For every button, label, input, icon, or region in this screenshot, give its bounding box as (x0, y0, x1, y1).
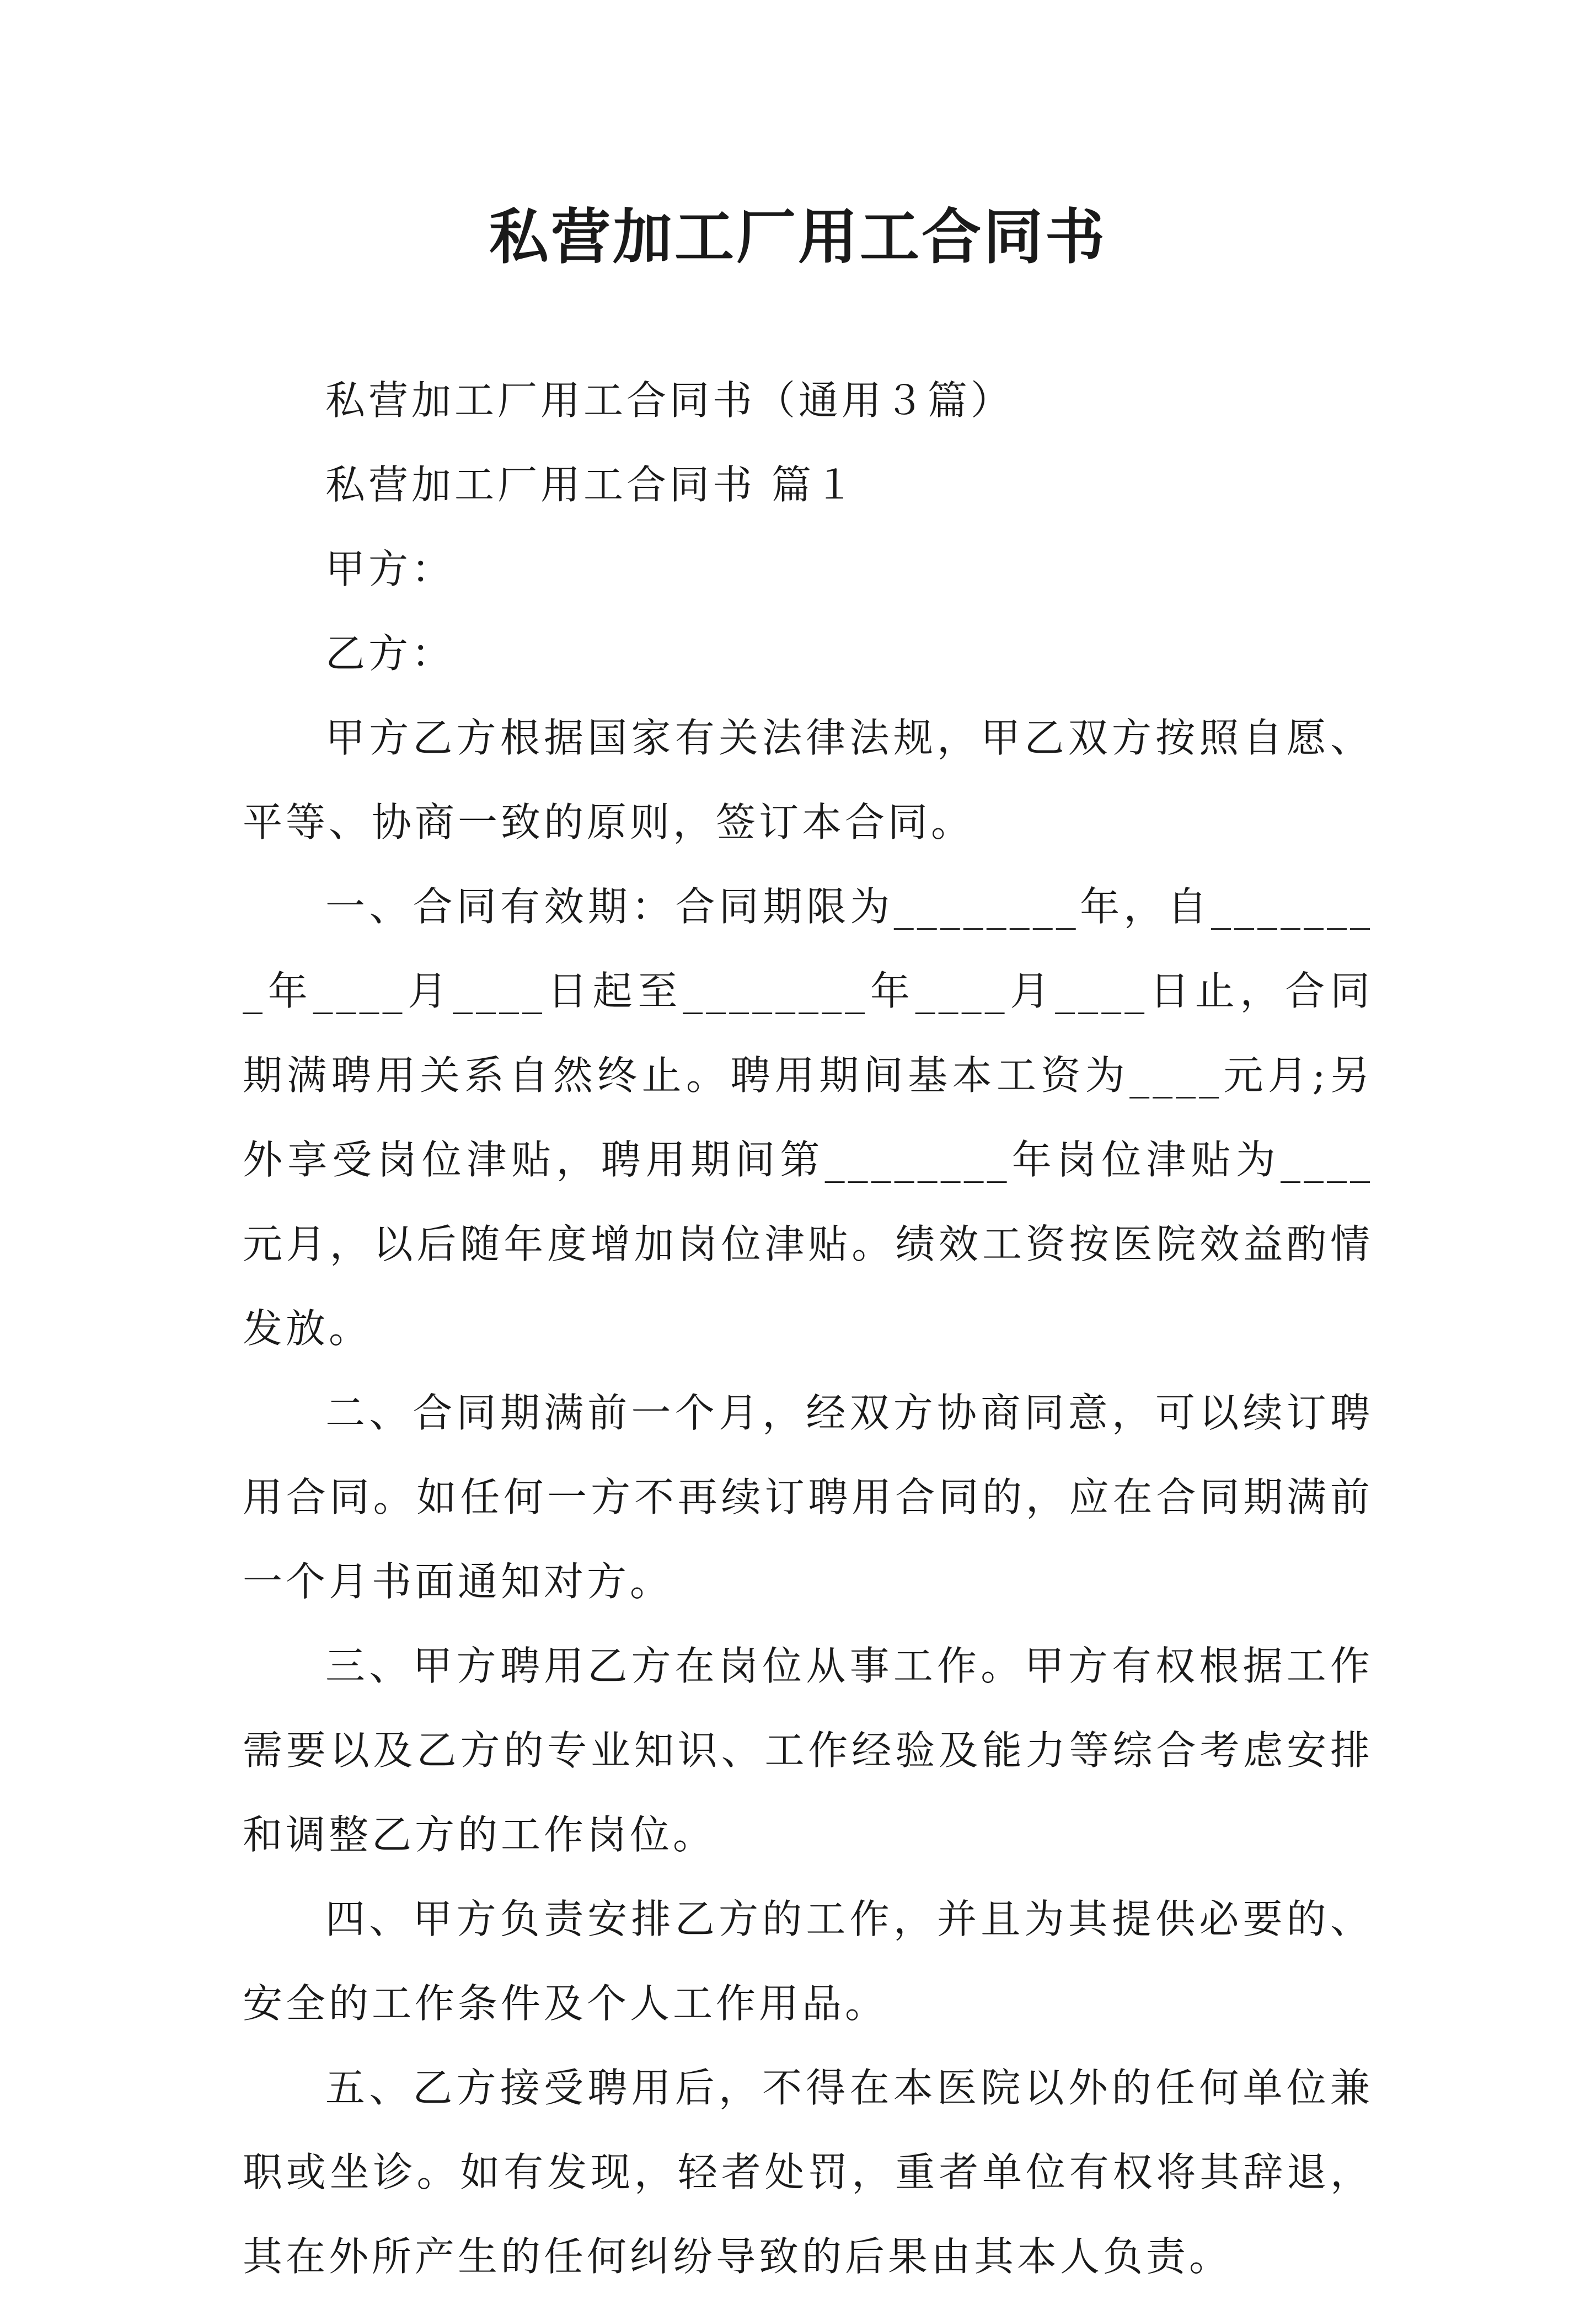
paragraph-clause-3: 三、甲方聘用乙方在岗位从事工作。甲方有权根据工作需要以及乙方的专业知识、工作经验及能力等综合考虑安排和调整乙方的工作岗位。 (243, 1643, 1373, 1858)
paragraph-clause-1: 一、合同有效期：合同期限为________年，自________年____月____日起至________年____月____日止，合同期满聘用关系自然终止。聘用期间基本工资为____元月;另外享受岗位津贴，聘用期间第________年岗位津贴为____元月，以后随年度增加岗位津贴。绩效工资按医院效益酌情发放。 (243, 883, 1373, 1352)
paragraph-party-b: 乙方： (325, 630, 455, 677)
paragraph-section-heading: 私营加工厂用工合同书 篇１ (325, 462, 858, 508)
paragraph-clause-2: 二、合同期满前一个月，经双方协商同意，可以续订聘用合同。如任何一方不再续订聘用合同的，应在合同期满前一个月书面通知对方。 (243, 1390, 1373, 1605)
paragraph-party-a: 甲方： (325, 546, 455, 592)
paragraph-clause-4: 四、甲方负责安排乙方的工作，并且为其提供必要的、安全的工作条件及个人工作用品。 (243, 1896, 1373, 2027)
document-body (243, 358, 1373, 2299)
paragraph-clause-5: 五、乙方接受聘用后，不得在本医院以外的任何单位兼职或坐诊。如有发现，轻者处罚，重者单位有权将其辞退，其在外所产生的任何纠纷导致的后果由其本人负责。 (243, 2065, 1373, 2280)
document-title: 私营加工厂用工合同书 (489, 202, 1107, 272)
paragraph-subtitle: 私营加工厂用工合同书（通用３篇） (325, 377, 1014, 424)
paragraph-preamble: 甲方乙方根据国家有关法律法规，甲乙双方按照自愿、平等、协商一致的原则，签订本合同。 (243, 715, 1373, 845)
